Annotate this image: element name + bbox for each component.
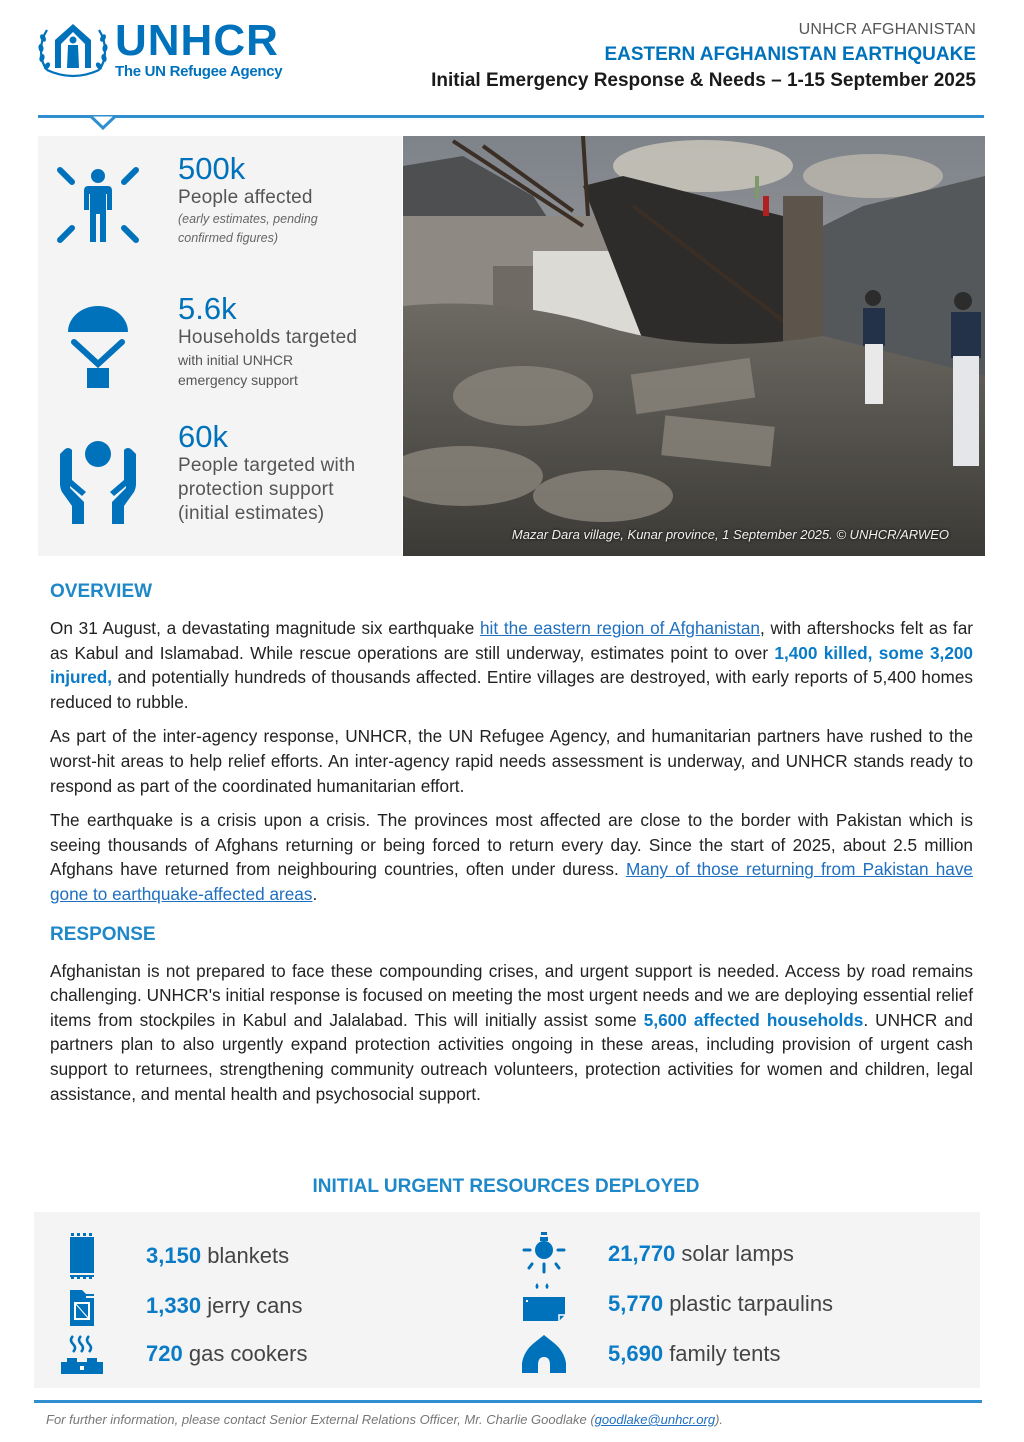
tarpaulin-icon xyxy=(521,1281,567,1327)
resource-label: solar lamps xyxy=(681,1241,794,1266)
returnees-link[interactable]: Many of those returning from Pakistan have gone to earthquake-affected areas xyxy=(50,859,973,904)
overview-paragraph-3: The earthquake is a crisis upon a crisis. The provinces most affected are close to the border with Pakistan which is seeing thousands of Afghans returning or being forced to return every day. Since the start of 2025, about 2.5 million Afghans have returned from neighbouring countries, often under duress. Many of those returning from Pakistan have gone to earthquake-affected areas. xyxy=(50,810,973,904)
resource-label: blankets xyxy=(207,1243,290,1268)
resource-label: plastic tarpaulins xyxy=(669,1291,834,1316)
jerry-can-icon xyxy=(66,1286,98,1326)
person-impact-icon xyxy=(56,158,140,248)
stat-value: 60k xyxy=(178,419,228,454)
resource-count: 21,770 xyxy=(608,1241,676,1266)
resource-count: 5,690 xyxy=(608,1341,664,1366)
resource-gas-cookers xyxy=(56,1332,308,1376)
earthquake-news-link[interactable]: hit the eastern region of Afghanistan xyxy=(479,618,760,638)
stat-value: 500k xyxy=(178,151,246,186)
country-label: UNHCR AFGHANISTAN xyxy=(798,21,976,38)
resource-label: gas cookers xyxy=(188,1341,308,1366)
overview-heading: OVERVIEW xyxy=(50,581,153,602)
stat-label: People targeted with protection support (initial estimates) xyxy=(178,455,356,524)
protection-hands-icon xyxy=(56,434,140,524)
resources-panel xyxy=(34,1212,980,1388)
resource-solar-lamps xyxy=(518,1232,794,1276)
resource-jerry-cans xyxy=(56,1284,303,1328)
main-content xyxy=(50,578,973,1106)
resource-count: 720 xyxy=(146,1341,183,1366)
earthquake-photo xyxy=(403,136,985,556)
solar-lamp-icon xyxy=(520,1232,568,1276)
page-title: EASTERN AFGHANISTAN EARTHQUAKE xyxy=(604,44,976,65)
resource-blankets xyxy=(56,1234,290,1278)
header-divider xyxy=(38,115,984,118)
overview-paragraph-1: On 31 August, a devastating magnitude six earthquake hit the eastern region of Afghanistan, with aftershocks felt as far as Kabul and Islamabad. While rescue operations are still underway, estimates point to over 1,400 killed, some 3,200 injured, and potentially hundreds of thousands affected. Entire villages are destroyed, with early reports of 5,400 homes reduced to rubble. xyxy=(50,618,973,712)
resource-count: 3,150 xyxy=(146,1243,202,1268)
resource-count: 5,770 xyxy=(608,1291,664,1316)
tent-icon xyxy=(520,1333,568,1375)
stat-label: People affected xyxy=(178,187,313,208)
blanket-icon xyxy=(67,1233,97,1279)
photo-caption: Mazar Dara village, Kunar province, 1 September 2025. © UNHCR/ARWEO xyxy=(511,527,949,542)
stat-label: Households targeted xyxy=(178,327,358,348)
resource-tarpaulins xyxy=(518,1282,834,1326)
contact-email-link[interactable]: goodlake@unhcr.org xyxy=(594,1412,716,1427)
resource-family-tents xyxy=(518,1332,781,1376)
stat-value: 5.6k xyxy=(178,291,237,326)
airdrop-icon xyxy=(56,300,140,390)
stat-note: with initial UNHCR emergency support xyxy=(178,352,298,388)
header-titles xyxy=(431,20,976,94)
key-figures-panel xyxy=(38,136,402,556)
unhcr-logo xyxy=(37,16,283,82)
photo-scene xyxy=(403,136,985,556)
resource-label: jerry cans xyxy=(207,1293,303,1318)
overview-paragraph-2: As part of the inter-agency response, UNHCR, the UN Refugee Agency, and humanitarian partners have rushed to the worst-hit areas to help relief efforts. An inter-agency rapid needs assessment is underway, and UNHCR stands ready to respond as part of the coordinated humanitarian effort. xyxy=(50,726,973,796)
logo-wordmark: UNHCR xyxy=(115,16,279,65)
resource-count: 1,330 xyxy=(146,1293,202,1318)
footer-divider xyxy=(34,1400,982,1403)
response-heading: RESPONSE xyxy=(50,923,156,945)
casualty-highlight: 1,400 killed, some 3,200 injured, xyxy=(50,642,973,688)
resource-label: family tents xyxy=(669,1341,781,1366)
page-subtitle: Initial Emergency Response & Needs – 1-15 September 2025 xyxy=(431,70,976,91)
response-paragraph: Afghanistan is not prepared to face these compounding crises, and urgent support is needed. Access by road remains challenging. UNHCR's initial response is focused on meeting the most urgent needs and we are deploying essential relief items from stockpiles in Kabul and Jalalabad. This will initially assist some 5,600 affected households. UNHCR and partners plan to also urgently expand protection activities ongoing in these areas, including provision of urgent cash support to returnees, strengthening community outreach volunteers, protection activities for women and children, legal assistance, and mental health and psychosocial support. xyxy=(50,960,973,1104)
gas-cooker-icon xyxy=(59,1332,105,1376)
unhcr-emblem-icon xyxy=(37,20,109,82)
stat-note: (early estimates, pending confirmed figures) xyxy=(178,212,318,245)
contact-footer: For further information, please contact Senior External Relations Officer, Mr. Charlie Goodlake (goodlake@unhcr.org). xyxy=(46,1412,724,1427)
households-highlight: 5,600 affected households xyxy=(643,1009,864,1030)
resources-heading: INITIAL URGENT RESOURCES DEPLOYED xyxy=(312,1176,700,1197)
logo-tagline: The UN Refugee Agency xyxy=(115,63,283,80)
